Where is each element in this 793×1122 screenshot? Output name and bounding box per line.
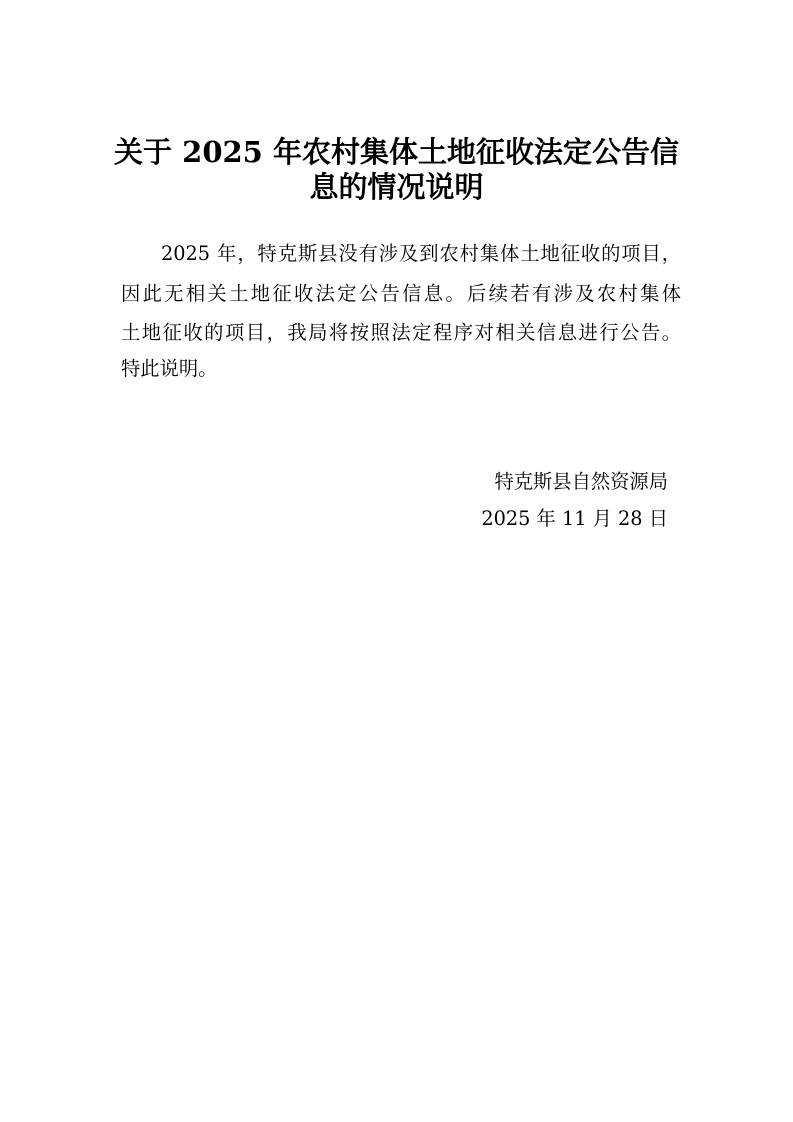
body-paragraph-line: 因此无相关土地征收法定公告信息。后续若有涉及农村集体 <box>121 282 681 305</box>
signature-organization: 特克斯县自然资源局 <box>494 470 668 493</box>
body-paragraph-line: 特此说明。 <box>121 357 218 380</box>
signature-date: 2025 年 11 月 28 日 <box>481 507 668 530</box>
document-title-line-1: 关于 2025 年农村集体土地征收法定公告信 <box>114 135 679 169</box>
body-paragraph-line: 土地征收的项目，我局将按照法定程序对相关信息进行公告。 <box>121 321 681 344</box>
body-paragraph-line: 2025 年，特克斯县没有涉及到农村集体土地征收的项目， <box>161 242 681 265</box>
document-title-line-2: 息的情况说明 <box>309 170 484 204</box>
